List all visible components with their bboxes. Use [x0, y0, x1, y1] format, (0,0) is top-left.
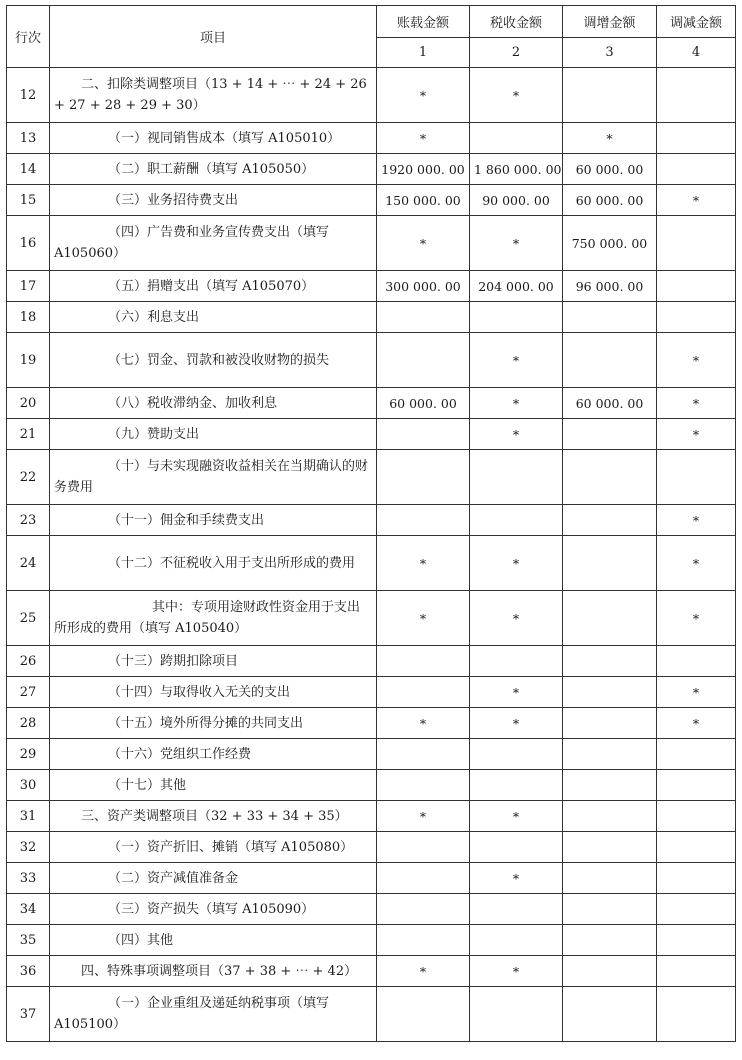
- book-amount-cell: [377, 925, 470, 956]
- increase-amount-cell: [563, 925, 657, 956]
- row-number: 36: [7, 956, 50, 987]
- book-amount-cell: *: [377, 708, 470, 739]
- row-number: 24: [7, 536, 50, 591]
- row-item: （十三）跨期扣除项目: [50, 646, 377, 677]
- decrease-amount-cell: [657, 739, 736, 770]
- tax-amount-cell: [470, 505, 563, 536]
- decrease-amount-cell: [657, 832, 736, 863]
- row-number: 31: [7, 801, 50, 832]
- tax-amount-cell: *: [470, 536, 563, 591]
- header-row-no: 行次: [7, 6, 50, 68]
- book-amount-cell: [377, 770, 470, 801]
- table-row: [7, 505, 736, 536]
- tax-amount-cell: *: [470, 956, 563, 987]
- decrease-amount-cell: [657, 123, 736, 154]
- header-col-index-1: 1: [377, 38, 470, 68]
- tax-amount-cell: *: [470, 708, 563, 739]
- book-amount-cell: [377, 677, 470, 708]
- header-item: 项目: [50, 6, 377, 68]
- increase-amount-cell: [563, 863, 657, 894]
- increase-amount-cell: [563, 450, 657, 505]
- increase-amount-cell: [563, 739, 657, 770]
- row-item: （十）与未实现融资收益相关在当期确认的财务费用: [50, 450, 377, 505]
- row-item: （四）其他: [50, 925, 377, 956]
- table-row: [7, 591, 736, 646]
- table-row: [7, 419, 736, 450]
- tax-amount-cell: *: [470, 419, 563, 450]
- book-amount-cell: *: [377, 591, 470, 646]
- decrease-amount-cell: [657, 894, 736, 925]
- book-amount-cell: [377, 987, 470, 1042]
- decrease-amount-cell: [657, 68, 736, 123]
- decrease-amount-cell: [657, 646, 736, 677]
- book-amount-cell: [377, 302, 470, 333]
- header-col-index-3: 3: [563, 38, 657, 68]
- header-decrease-amount: 调减金额: [657, 6, 736, 38]
- tax-amount-cell: [470, 832, 563, 863]
- table-row: [7, 68, 736, 123]
- table-row: [7, 271, 736, 302]
- row-number: 18: [7, 302, 50, 333]
- row-item: （二）职工薪酬（填写 A105050）: [50, 154, 377, 185]
- book-amount-cell: 1920 000. 00: [377, 154, 470, 185]
- table-row: [7, 154, 736, 185]
- row-number: 14: [7, 154, 50, 185]
- increase-amount-cell: *: [563, 123, 657, 154]
- tax-amount-cell: *: [470, 388, 563, 419]
- book-amount-cell: *: [377, 216, 470, 271]
- row-item: （三）资产损失（填写 A105090）: [50, 894, 377, 925]
- book-amount-cell: *: [377, 801, 470, 832]
- table-row: [7, 450, 736, 505]
- book-amount-cell: [377, 646, 470, 677]
- book-amount-cell: [377, 450, 470, 505]
- increase-amount-cell: [563, 68, 657, 123]
- increase-amount-cell: [563, 770, 657, 801]
- row-number: 13: [7, 123, 50, 154]
- increase-amount-cell: [563, 302, 657, 333]
- decrease-amount-cell: [657, 801, 736, 832]
- table-row: [7, 832, 736, 863]
- row-number: 28: [7, 708, 50, 739]
- row-item: （一）资产折旧、摊销（填写 A105080）: [50, 832, 377, 863]
- row-item: （四）广告费和业务宣传费支出（填写 A105060）: [50, 216, 377, 271]
- increase-amount-cell: [563, 536, 657, 591]
- book-amount-cell: *: [377, 956, 470, 987]
- decrease-amount-cell: *: [657, 505, 736, 536]
- decrease-amount-cell: [657, 271, 736, 302]
- header-row-labels: [7, 6, 736, 38]
- tax-amount-cell: [470, 302, 563, 333]
- row-number: 27: [7, 677, 50, 708]
- row-item: 其中：专项用途财政性资金用于支出所形成的费用（填写 A105040）: [50, 591, 377, 646]
- increase-amount-cell: 60 000. 00: [563, 185, 657, 216]
- increase-amount-cell: [563, 505, 657, 536]
- table-row: [7, 646, 736, 677]
- row-number: 26: [7, 646, 50, 677]
- decrease-amount-cell: *: [657, 591, 736, 646]
- row-number: 32: [7, 832, 50, 863]
- tax-amount-cell: [470, 123, 563, 154]
- row-number: 22: [7, 450, 50, 505]
- increase-amount-cell: [563, 987, 657, 1042]
- tax-amount-cell: *: [470, 68, 563, 123]
- tax-amount-cell: 90 000. 00: [470, 185, 563, 216]
- row-number: 37: [7, 987, 50, 1042]
- book-amount-cell: [377, 863, 470, 894]
- row-number: 20: [7, 388, 50, 419]
- tax-amount-cell: *: [470, 333, 563, 388]
- increase-amount-cell: [563, 708, 657, 739]
- table-row: [7, 925, 736, 956]
- table-row: [7, 708, 736, 739]
- row-number: 25: [7, 591, 50, 646]
- increase-amount-cell: [563, 832, 657, 863]
- book-amount-cell: [377, 739, 470, 770]
- row-number: 21: [7, 419, 50, 450]
- increase-amount-cell: [563, 801, 657, 832]
- tax-amount-cell: 1 860 000. 00: [470, 154, 563, 185]
- row-number: 12: [7, 68, 50, 123]
- table-row: [7, 302, 736, 333]
- decrease-amount-cell: [657, 302, 736, 333]
- book-amount-cell: *: [377, 536, 470, 591]
- tax-amount-cell: [470, 987, 563, 1042]
- table-wrapper: [6, 5, 735, 1042]
- increase-amount-cell: [563, 894, 657, 925]
- row-item: （十七）其他: [50, 770, 377, 801]
- table-body: [7, 68, 736, 1042]
- row-item: （六）利息支出: [50, 302, 377, 333]
- decrease-amount-cell: [657, 154, 736, 185]
- row-number: 33: [7, 863, 50, 894]
- row-number: 15: [7, 185, 50, 216]
- table-row: [7, 123, 736, 154]
- table-row: [7, 388, 736, 419]
- row-item: 四、特殊事项调整项目（37 + 38 + ⋯ + 42）: [50, 956, 377, 987]
- book-amount-cell: [377, 333, 470, 388]
- header-col-index-4: 4: [657, 38, 736, 68]
- book-amount-cell: [377, 419, 470, 450]
- row-item: （十六）党组织工作经费: [50, 739, 377, 770]
- table-row: [7, 536, 736, 591]
- header-col-index-2: 2: [470, 38, 563, 68]
- row-number: 17: [7, 271, 50, 302]
- increase-amount-cell: 60 000. 00: [563, 154, 657, 185]
- increase-amount-cell: [563, 333, 657, 388]
- row-number: 34: [7, 894, 50, 925]
- row-item: （五）捐赠支出（填写 A105070）: [50, 271, 377, 302]
- row-item: （三）业务招待费支出: [50, 185, 377, 216]
- decrease-amount-cell: *: [657, 388, 736, 419]
- table-row: [7, 987, 736, 1042]
- table-row: [7, 739, 736, 770]
- tax-adjustment-table: [6, 5, 736, 1042]
- decrease-amount-cell: *: [657, 419, 736, 450]
- table-row: [7, 863, 736, 894]
- row-number: 19: [7, 333, 50, 388]
- book-amount-cell: 300 000. 00: [377, 271, 470, 302]
- row-number: 23: [7, 505, 50, 536]
- tax-amount-cell: [470, 646, 563, 677]
- decrease-amount-cell: *: [657, 708, 736, 739]
- tax-amount-cell: [470, 739, 563, 770]
- book-amount-cell: [377, 505, 470, 536]
- tax-amount-cell: [470, 450, 563, 505]
- decrease-amount-cell: [657, 925, 736, 956]
- increase-amount-cell: [563, 677, 657, 708]
- row-number: 30: [7, 770, 50, 801]
- table-row: [7, 801, 736, 832]
- row-item: （一）企业重组及递延纳税事项（填写 A105100）: [50, 987, 377, 1042]
- row-number: 29: [7, 739, 50, 770]
- increase-amount-cell: [563, 591, 657, 646]
- row-item: （十二）不征税收入用于支出所形成的费用: [50, 536, 377, 591]
- table-row: [7, 333, 736, 388]
- row-item: （七）罚金、罚款和被没收财物的损失: [50, 333, 377, 388]
- table-row: [7, 956, 736, 987]
- decrease-amount-cell: [657, 216, 736, 271]
- book-amount-cell: [377, 832, 470, 863]
- row-item: （十四）与取得收入无关的支出: [50, 677, 377, 708]
- row-item: （十五）境外所得分摊的共同支出: [50, 708, 377, 739]
- increase-amount-cell: [563, 646, 657, 677]
- table-row: [7, 185, 736, 216]
- table-row: [7, 894, 736, 925]
- header-book-amount: 账载金额: [377, 6, 470, 38]
- increase-amount-cell: [563, 956, 657, 987]
- book-amount-cell: 60 000. 00: [377, 388, 470, 419]
- tax-amount-cell: [470, 894, 563, 925]
- decrease-amount-cell: [657, 770, 736, 801]
- tax-amount-cell: *: [470, 801, 563, 832]
- row-item: 二、扣除类调整项目（13 + 14 + ⋯ + 24 + 26 + 27 + 28 + 29 + 30）: [50, 68, 377, 123]
- decrease-amount-cell: *: [657, 677, 736, 708]
- decrease-amount-cell: *: [657, 333, 736, 388]
- row-item: （九）赞助支出: [50, 419, 377, 450]
- decrease-amount-cell: [657, 987, 736, 1042]
- tax-amount-cell: [470, 925, 563, 956]
- row-item: （一）视同销售成本（填写 A105010）: [50, 123, 377, 154]
- row-number: 35: [7, 925, 50, 956]
- tax-amount-cell: *: [470, 591, 563, 646]
- row-item: （八）税收滞纳金、加收利息: [50, 388, 377, 419]
- book-amount-cell: [377, 894, 470, 925]
- row-item: （二）资产减值准备金: [50, 863, 377, 894]
- tax-amount-cell: 204 000. 00: [470, 271, 563, 302]
- header-increase-amount: 调增金额: [563, 6, 657, 38]
- tax-amount-cell: *: [470, 677, 563, 708]
- tax-amount-cell: [470, 770, 563, 801]
- increase-amount-cell: 750 000. 00: [563, 216, 657, 271]
- row-item: （十一）佣金和手续费支出: [50, 505, 377, 536]
- row-number: 16: [7, 216, 50, 271]
- table-row: [7, 216, 736, 271]
- increase-amount-cell: 60 000. 00: [563, 388, 657, 419]
- decrease-amount-cell: [657, 450, 736, 505]
- decrease-amount-cell: *: [657, 185, 736, 216]
- table-row: [7, 770, 736, 801]
- book-amount-cell: *: [377, 68, 470, 123]
- table-row: [7, 677, 736, 708]
- book-amount-cell: 150 000. 00: [377, 185, 470, 216]
- book-amount-cell: *: [377, 123, 470, 154]
- increase-amount-cell: 96 000. 00: [563, 271, 657, 302]
- increase-amount-cell: [563, 419, 657, 450]
- header-tax-amount: 税收金额: [470, 6, 563, 38]
- decrease-amount-cell: [657, 956, 736, 987]
- row-item: 三、资产类调整项目（32 + 33 + 34 + 35）: [50, 801, 377, 832]
- decrease-amount-cell: *: [657, 536, 736, 591]
- tax-amount-cell: *: [470, 216, 563, 271]
- decrease-amount-cell: [657, 863, 736, 894]
- tax-amount-cell: *: [470, 863, 563, 894]
